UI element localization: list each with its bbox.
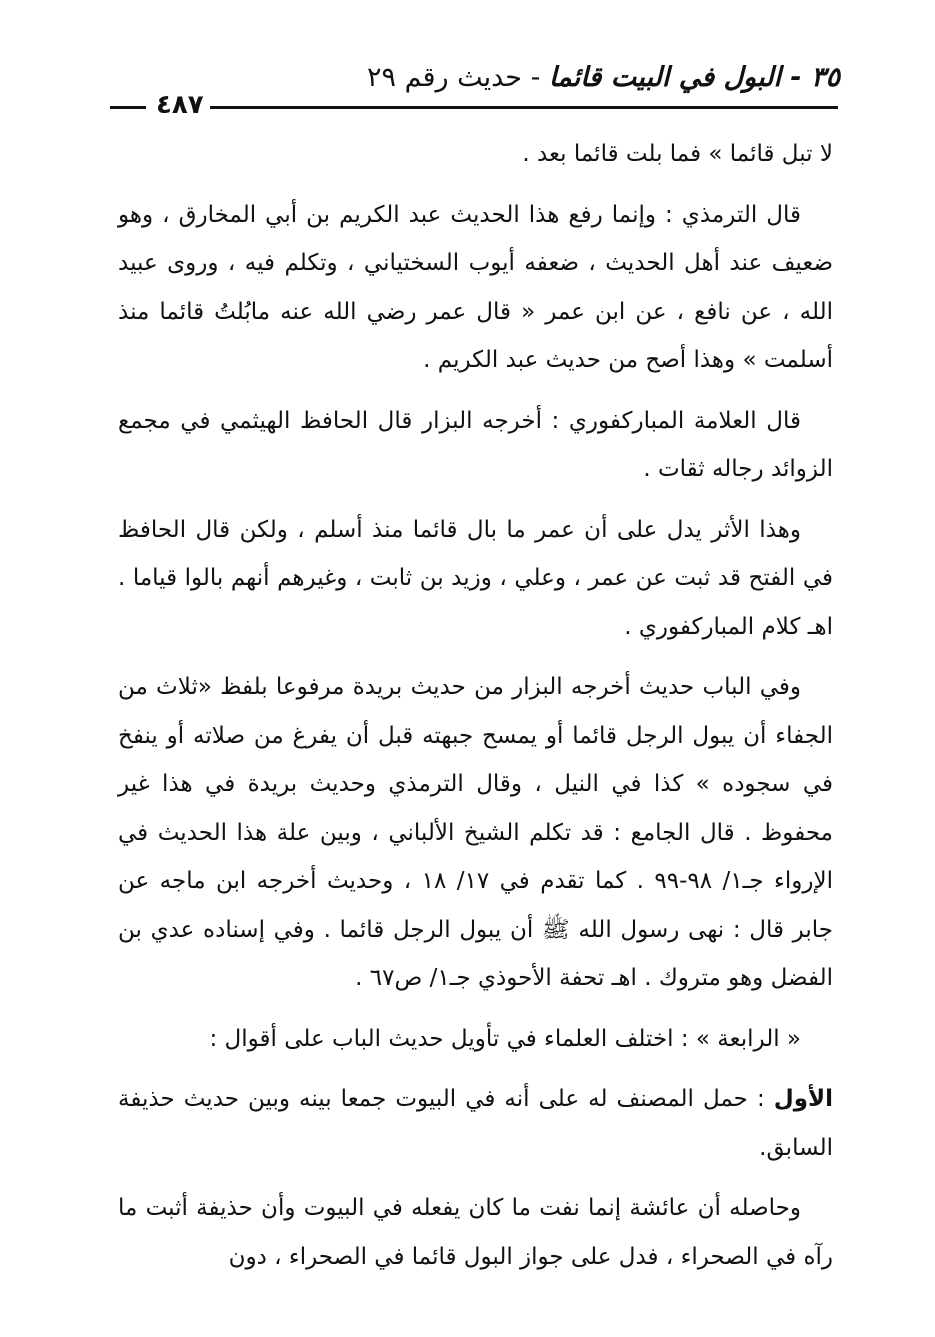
hadith-number: - حديث رقم ٢٩: [367, 62, 549, 93]
chapter-title: ٣٥ - البول في البيت قائما: [548, 62, 840, 93]
header-title: [367, 62, 840, 93]
first-opinion-text: : حمل المصنف له على أنه في البيوت جمعا بينه وبين حديث حذيفة السابق.: [118, 1086, 833, 1161]
paragraph-continuation: لا تبل قائما » فما بلت قائما بعد .: [522, 141, 833, 167]
page-header: [110, 62, 840, 122]
paragraph-tirmidhi: قال الترمذي : وإنما رفع هذا الحديث عبد الكريم بن أبي المخارق ، وهو ضعيف عند أهل الحديث ، ضعفه أيوب السختياني ، وتكلم فيه ، وروى عبيد الله ، عن نافع ، عن ابن عمر « قال عمر رضي الله عنه مابُلتُ قائما منذ أسلمت » وهذا أصح من حديث عبد الكريم .: [118, 201, 833, 373]
page-number-dash: [110, 106, 146, 109]
page-number: ٤٨٧: [150, 90, 210, 120]
paragraph-bab: وفي الباب حديث أخرجه البزار من حديث بريدة مرفوعا بلفظ «ثلاث من الجفاء أن يبول الرجل قائما أو يمسح جبهته قبل أن يفرغ من صلاته أو ينفخ في سجوده » كذا في النيل ، وقال الترمذي وحديث بريدة في هذا غير محفوظ . قال الجامع : قد تكلم الشيخ الألباني ، وبين علة هذا الحديث في الإرواء جـ١/ ٩٨-٩٩ . كما تقدم في ١٧/ ١٨ ، وحديث أخرجه ابن ماجه عن جابر قال : نهى رسول الله ﷺ أن يبول الرجل قائما . وفي إسناده عدي بن الفضل وهو متروك . اهـ تحفة الأحوذي جـ١/ ص٦٧ .: [118, 674, 833, 991]
paragraph-mubarakfuri: قال العلامة المباركفوري : أخرجه البزار قال الحافظ الهيثمي في مجمع الزوائد رجاله ثقات .: [118, 407, 833, 482]
paragraph-athar: وهذا الأثر يدل على أن عمر ما بال قائما منذ أسلم ، ولكن قال الحافظ في الفتح قد ثبت عن عمر ، وعلي ، وزيد بن ثابت ، وغيرهم أنهم بالوا قياما . اهـ كلام المباركفوري .: [118, 516, 833, 640]
paragraph-first-opinion: [118, 1075, 833, 1172]
paragraph-rabia: « الرابعة » : اختلف العلماء في تأويل حديث الباب على أقوال :: [209, 1025, 801, 1052]
first-opinion-label: الأول: [773, 1086, 833, 1112]
header-rule: [210, 106, 838, 109]
paragraph-summary: وحاصله أن عائشة إنما نفت ما كان يفعله في البيوت وأن حذيفة أثبت ما رآه في الصحراء ، فدل على جواز البول قائما في الصحراء ، دون: [118, 1195, 833, 1270]
body-text: [118, 130, 833, 1293]
